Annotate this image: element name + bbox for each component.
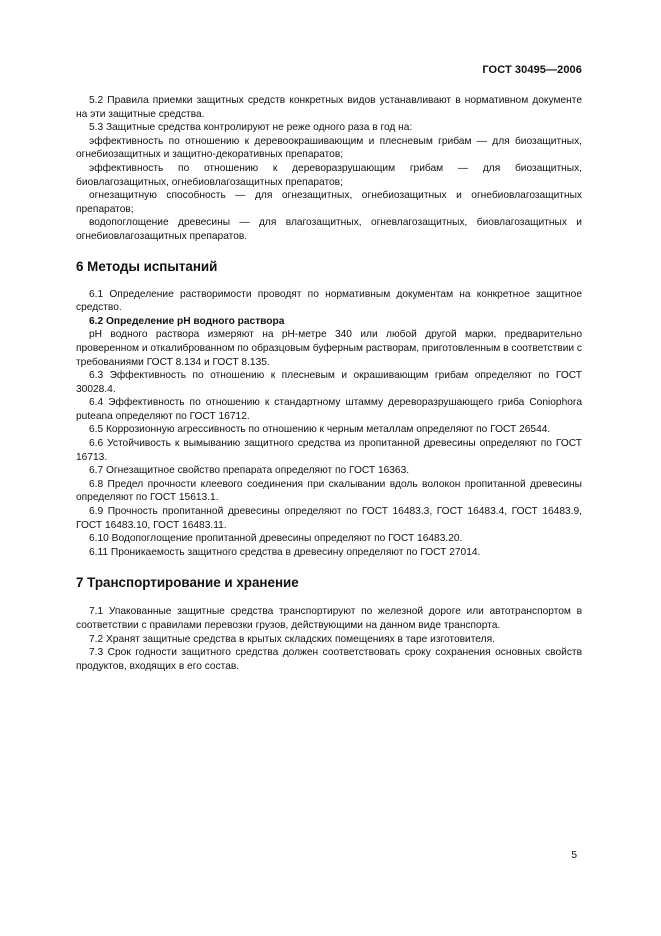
paragraph-6-1: 6.1 Определение растворимости проводят по нормативным документам на конкретное защитное средство. <box>76 288 582 314</box>
paragraph-6-10: 6.10 Водопоглощение пропитанной древесины определяют по ГОСТ 16483.20. <box>89 533 463 545</box>
paragraph-6-6: 6.6 Устойчивость к вымыванию защитного средства из пропитанной древесины определяют по ГОСТ 16713. <box>76 438 582 463</box>
page-content <box>76 94 582 673</box>
section-7-heading: 7 Транспортирование и хранение <box>76 575 299 591</box>
standard-code: ГОСТ 30495—2006 <box>482 64 582 76</box>
paragraph-6-3: 6.3 Эффективность по отношению к плесневым и окрашивающим грибам определяют по ГОСТ 30028.4. <box>76 370 582 395</box>
list-item-mold-fungi: эффективность по отношению к деревоокрашивающим и плесневым грибам — для биозащитных, огнебиозащитных и защитно-декоративных препаратов; <box>76 135 582 161</box>
paragraph-6-5: 6.5 Коррозионную агрессивность по отношению к черным металлам определяют по ГОСТ 26544. <box>89 424 551 436</box>
paragraph-6-8: 6.8 Предел прочности клеевого соединения при скалывании вдоль волокон пропитанной древесины определяют по ГОСТ 15613.1. <box>76 478 582 504</box>
paragraph-6-2-text: рН водного раствора измеряют на рН-метре 340 или любой другой марки, предварительно проверенном и откалиброванном по образцовым буферным растворам, приготовленным в соответствии с требованиями ГОСТ 8.134 и ГОСТ 8.135. <box>76 329 582 368</box>
paragraph-7-2: 7.2 Хранят защитные средства в крытых складских помещениях в таре изготовителя. <box>89 633 495 645</box>
paragraph-5-3: 5.3 Защитные средства контролируют не реже одного раза в год на: <box>89 122 413 134</box>
paragraph-6-4: 6.4 Эффективность по отношению к стандартному штамму дереворазрушающего гриба Coniophora puteana определяют по ГОСТ 16712. <box>76 397 582 422</box>
paragraph-6-7: 6.7 Огнезащитное свойство препарата определяют по ГОСТ 16363. <box>89 465 410 477</box>
list-item-fire-protection: огнезащитную способность — для огнезащитных, огнебиозащитных и огнебиовлагозащитных препаратов; <box>76 190 582 215</box>
paragraph-7-1: 7.1 Упакованные защитные средства транспортируют по железной дороге или автотранспортом в соответствии с правилами перевозки грузов, действующими на данном виде транспорта. <box>76 606 582 631</box>
paragraph-6-11: 6.11 Проникаемость защитного средства в древесину определяют по ГОСТ 27014. <box>89 546 481 558</box>
list-item-wood-destroying-fungi: эффективность по отношению к дереворазрушающим грибам — для биозащитных, биовлагозащитных, огнебиовлагозащитных препаратов; <box>76 162 582 188</box>
paragraph-6-2-title: 6.2 Определение рН водного раствора <box>89 315 285 327</box>
paragraph-6-9: 6.9 Прочность пропитанной древесины определяют по ГОСТ 16483.3, ГОСТ 16483.4, ГОСТ 16483.9, ГОСТ 16483.10, ГОСТ 16483.11. <box>76 506 582 531</box>
paragraph-5-2: 5.2 Правила приемки защитных средств конкретных видов устанавливают в нормативном документе на эти защитные средства. <box>76 95 582 120</box>
paragraph-7-3: 7.3 Срок годности защитного средства должен соответствовать сроку сохранения основных свойств продуктов, входящих в его состав. <box>76 647 582 672</box>
section-6-heading: 6 Методы испытаний <box>76 258 218 274</box>
list-item-water-absorption: водопоглощение древесины — для влагозащитных, огневлагозащитных, биовлагозащитных и огнебиовлагозащитных препаратов. <box>76 217 582 242</box>
page-number: 5 <box>571 850 577 861</box>
